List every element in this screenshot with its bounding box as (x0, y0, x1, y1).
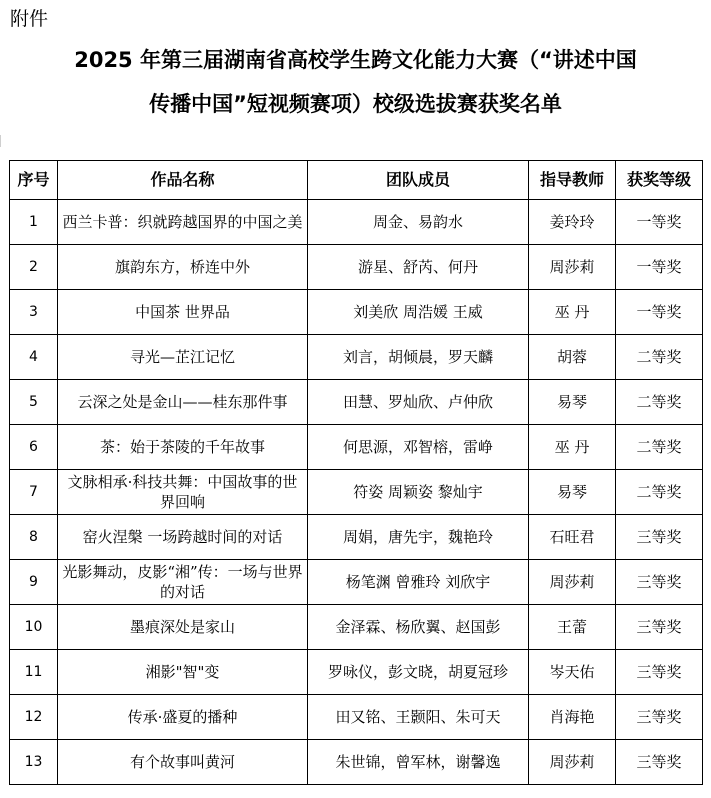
cell-work-title: 寻光—芷江记忆 (58, 335, 308, 380)
cell-advisor: 周莎莉 (529, 560, 616, 605)
cell-no: 8 (10, 515, 58, 560)
cell-no: 5 (10, 380, 58, 425)
cell-advisor: 岑天佑 (529, 650, 616, 695)
cell-no: 1 (10, 200, 58, 245)
cell-work-title: 文脉相承·科技共舞：中国故事的世界回响 (58, 470, 308, 515)
cell-award-level: 一等奖 (616, 290, 703, 335)
table-header-row (10, 161, 703, 200)
cell-advisor: 胡蓉 (529, 335, 616, 380)
cell-team-members: 田又铭、王颢阳、朱可天 (308, 695, 529, 740)
cell-work-title: 旗韵东方，桥连中外 (58, 245, 308, 290)
cell-no: 7 (10, 470, 58, 515)
table-row (10, 605, 703, 650)
cell-advisor: 王蕾 (529, 605, 616, 650)
table-row (10, 515, 703, 560)
award-list-table (9, 160, 703, 785)
cell-advisor: 巫 丹 (529, 425, 616, 470)
cell-work-title: 有个故事叫黄河 (58, 740, 308, 785)
header-advisor: 指导教师 (529, 161, 616, 200)
cell-advisor: 肖海艳 (529, 695, 616, 740)
cell-team-members: 何思源，邓智榕，雷峥 (308, 425, 529, 470)
cell-advisor: 易琴 (529, 470, 616, 515)
cell-award-level: 二等奖 (616, 380, 703, 425)
cell-team-members: 朱世锦，曾军林，谢馨逸 (308, 740, 529, 785)
cell-work-title: 墨痕深处是家山 (58, 605, 308, 650)
cell-work-title: 中国茶 世界品 (58, 290, 308, 335)
page-edge-mark (0, 135, 1, 147)
attachment-label: 附件 (10, 8, 49, 30)
cell-award-level: 三等奖 (616, 515, 703, 560)
cell-team-members: 田慧、罗灿欣、卢仲欣 (308, 380, 529, 425)
cell-award-level: 三等奖 (616, 560, 703, 605)
cell-advisor: 周莎莉 (529, 740, 616, 785)
cell-work-title: 窑火涅槃 一场跨越时间的对话 (58, 515, 308, 560)
table-row (10, 740, 703, 785)
table-row (10, 425, 703, 470)
cell-team-members: 刘美欣 周浩媛 王威 (308, 290, 529, 335)
document-title-line-1: 2025 年第三届湖南省高校学生跨文化能力大赛（“讲述中国 (74, 48, 637, 72)
cell-award-level: 一等奖 (616, 200, 703, 245)
cell-award-level: 二等奖 (616, 425, 703, 470)
header-award-level: 获奖等级 (616, 161, 703, 200)
cell-team-members: 符姿 周颖姿 黎灿宇 (308, 470, 529, 515)
cell-advisor: 姜玲玲 (529, 200, 616, 245)
header-work-title: 作品名称 (58, 161, 308, 200)
cell-team-members: 游星、舒芮、何丹 (308, 245, 529, 290)
cell-advisor: 石旺君 (529, 515, 616, 560)
cell-no: 4 (10, 335, 58, 380)
cell-advisor: 易琴 (529, 380, 616, 425)
cell-no: 13 (10, 740, 58, 785)
cell-advisor: 周莎莉 (529, 245, 616, 290)
cell-work-title: 光影舞动，皮影“湘”传：一场与世界的对话 (58, 560, 308, 605)
cell-no: 11 (10, 650, 58, 695)
cell-advisor: 巫 丹 (529, 290, 616, 335)
table-row (10, 290, 703, 335)
table-row (10, 380, 703, 425)
cell-no: 9 (10, 560, 58, 605)
document-title-line-2: 传播中国”短视频赛项）校级选拔赛获奖名单 (149, 92, 562, 116)
cell-award-level: 三等奖 (616, 650, 703, 695)
cell-team-members: 金泽霖、杨欣翼、赵国彭 (308, 605, 529, 650)
cell-work-title: 湘影"智"变 (58, 650, 308, 695)
table-row (10, 245, 703, 290)
cell-work-title: 茶：始于茶陵的千年故事 (58, 425, 308, 470)
cell-award-level: 三等奖 (616, 695, 703, 740)
cell-team-members: 杨笔渊 曾雅玲 刘欣宇 (308, 560, 529, 605)
cell-team-members: 周娟，唐先宇，魏艳玲 (308, 515, 529, 560)
cell-no: 12 (10, 695, 58, 740)
header-no: 序号 (10, 161, 58, 200)
cell-no: 2 (10, 245, 58, 290)
cell-work-title: 传承·盛夏的播种 (58, 695, 308, 740)
cell-award-level: 三等奖 (616, 740, 703, 785)
cell-no: 3 (10, 290, 58, 335)
table-row (10, 650, 703, 695)
table-row (10, 200, 703, 245)
cell-team-members: 周金、易韵水 (308, 200, 529, 245)
table-row (10, 335, 703, 380)
cell-award-level: 三等奖 (616, 605, 703, 650)
cell-award-level: 一等奖 (616, 245, 703, 290)
cell-no: 10 (10, 605, 58, 650)
table-row (10, 470, 703, 515)
table-row (10, 560, 703, 605)
table-row (10, 695, 703, 740)
cell-work-title: 云深之处是金山——桂东那件事 (58, 380, 308, 425)
cell-work-title: 西兰卡普：织就跨越国界的中国之美 (58, 200, 308, 245)
header-team-members: 团队成员 (308, 161, 529, 200)
cell-award-level: 二等奖 (616, 470, 703, 515)
cell-award-level: 二等奖 (616, 335, 703, 380)
cell-team-members: 刘言，胡倾晨，罗天麟 (308, 335, 529, 380)
cell-no: 6 (10, 425, 58, 470)
cell-team-members: 罗咏仪，彭文晓，胡夏冠珍 (308, 650, 529, 695)
